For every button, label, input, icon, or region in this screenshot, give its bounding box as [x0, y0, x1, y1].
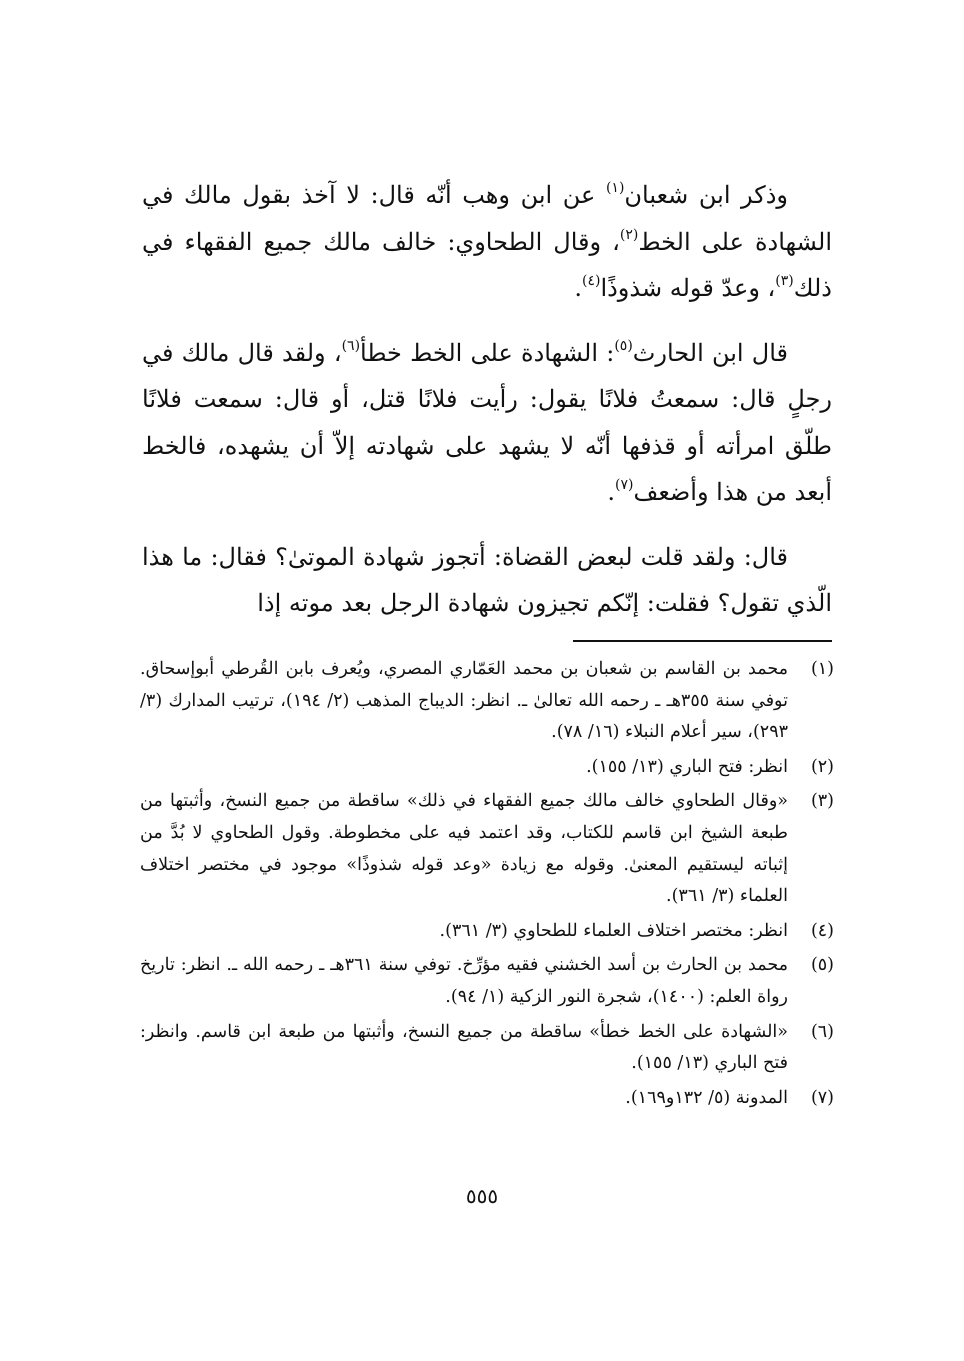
- footnote-ref: (١): [605, 180, 625, 196]
- footnote: [140, 950, 834, 1013]
- footnote-text: المدونة (٥/ ١٣٢و١٦٩).: [625, 1087, 788, 1108]
- footnote: [140, 786, 834, 912]
- footnote-ref: (٦): [341, 337, 361, 354]
- footnote-ref: (٣): [775, 273, 794, 289]
- paragraph-text: ، وعدّ قوله شذوذًا: [600, 274, 776, 302]
- footnote-number: (٣): [810, 791, 834, 812]
- footnote: [140, 1083, 834, 1115]
- paragraph-text: ، وقال الطحاوي: خالف مالك جميع الفقهاء في ذلك: [142, 227, 832, 302]
- footnote-text: انظر: فتح الباري (١٣/ ١٥٥).: [586, 756, 788, 777]
- paragraph-text: قال: ولقد قلت لبعض القضاة: أتجوز شهادة الموتىٰ؟ فقال: ما هذا الّذي تقول؟ فقلت: إنّكم تجيزون شهادة الرجل بعد موته إذا: [142, 542, 832, 617]
- paragraph-text: .: [607, 478, 616, 506]
- page-number: ٥٥٥: [465, 1184, 499, 1208]
- footnote-number: (٧): [810, 1087, 834, 1108]
- paragraph-text: ، ولقد قال مالك في رجلٍ قال: سمعتُ فلانًا يقول: رأيت فلانًا قتل، أو قال: سمعت فلانًا طلّق امرأته أو قذفها أنّه لا يشهد على شهادته إلاّ أن يشهده، فالخط أبعد من هذا وأضعف: [142, 338, 832, 506]
- footnote-number: (٢): [810, 756, 834, 777]
- paragraph-text: قال ابن الحارث: [632, 338, 788, 367]
- footnote-text: انظر: مختصر اختلاف العلماء للطحاوي (٣/ ٣٦١).: [439, 920, 788, 941]
- paragraph-text: .: [574, 274, 582, 302]
- footnote: [140, 752, 834, 784]
- footnote-ref: (٥): [614, 337, 633, 354]
- footnote-text: «الشهادة على الخط خطأ» ساقطة من جميع النسخ، وأثبتها من طبعة ابن قاسم. وانظر: فتح الباري (١٣/ ١٥٥).: [140, 1021, 788, 1074]
- footnote-number: (٦): [810, 1021, 834, 1042]
- body-paragraph: [142, 534, 832, 627]
- body-paragraph: [142, 172, 832, 312]
- footnote-text: محمد بن الحارث بن أسد الخشني فقيه مؤرِّخ. توفي سنة ٣٦١هـ ـ رحمه الله ـ. انظر: تاريخ رواة العلم: (١٤٠٠)، شجرة النور الزكية (١/ ٩٤).: [140, 955, 788, 1007]
- footnotes: [140, 654, 834, 1117]
- main-text: [142, 172, 832, 645]
- footnote-number: (٤): [810, 920, 834, 941]
- footnote: [140, 1017, 834, 1080]
- footnote-ref: (٤): [581, 273, 601, 289]
- footnote-number: (٥): [810, 955, 834, 976]
- body-paragraph: [142, 330, 832, 516]
- footnote: [140, 654, 834, 749]
- footnote-ref: (٢): [619, 226, 639, 243]
- paragraph-text: : الشهادة على الخط خطأ: [360, 338, 615, 367]
- paragraph-text: وذكر ابن شعبان: [624, 181, 789, 209]
- footnote-number: (١): [810, 659, 834, 679]
- footnote-separator: [573, 640, 832, 642]
- footnote-text: «وقال الطحاوي خالف مالك جميع الفقهاء في ذلك» ساقطة من جميع النسخ، وأثبتها من طبعة الشيخ ابن قاسم للكتاب، وقد اعتمد فيه على مخطوطة. وقول الطحاوي لا بُدَّ من إثباته ليستقيم المعنىٰ. وقوله مع زيادة «وعد قوله شذوذًا» موجود في مختصر اختلاف العلماء (٣/ ٣٦١).: [140, 791, 788, 907]
- footnote-ref: (٧): [615, 477, 634, 493]
- footnote: [140, 916, 834, 948]
- footnote-text: محمد بن القاسم بن شعبان بن محمد العَمّاري المصري، ويُعرف بابن القُرطي أبوإسحاق. توفي سنة ٣٥٥هـ ـ رحمه الله تعالىٰ ـ. انظر: الديباج المذهب (٢/ ١٩٤)، ترتيب المدارك (٣/ ٢٩٣)، سير أعلام النبلاء (١٦/ ٧٨).: [140, 659, 788, 743]
- paragraph-text: عن ابن وهب أنّه قال: لا آخذ بقول مالك في الشهادة على الخط: [142, 181, 833, 256]
